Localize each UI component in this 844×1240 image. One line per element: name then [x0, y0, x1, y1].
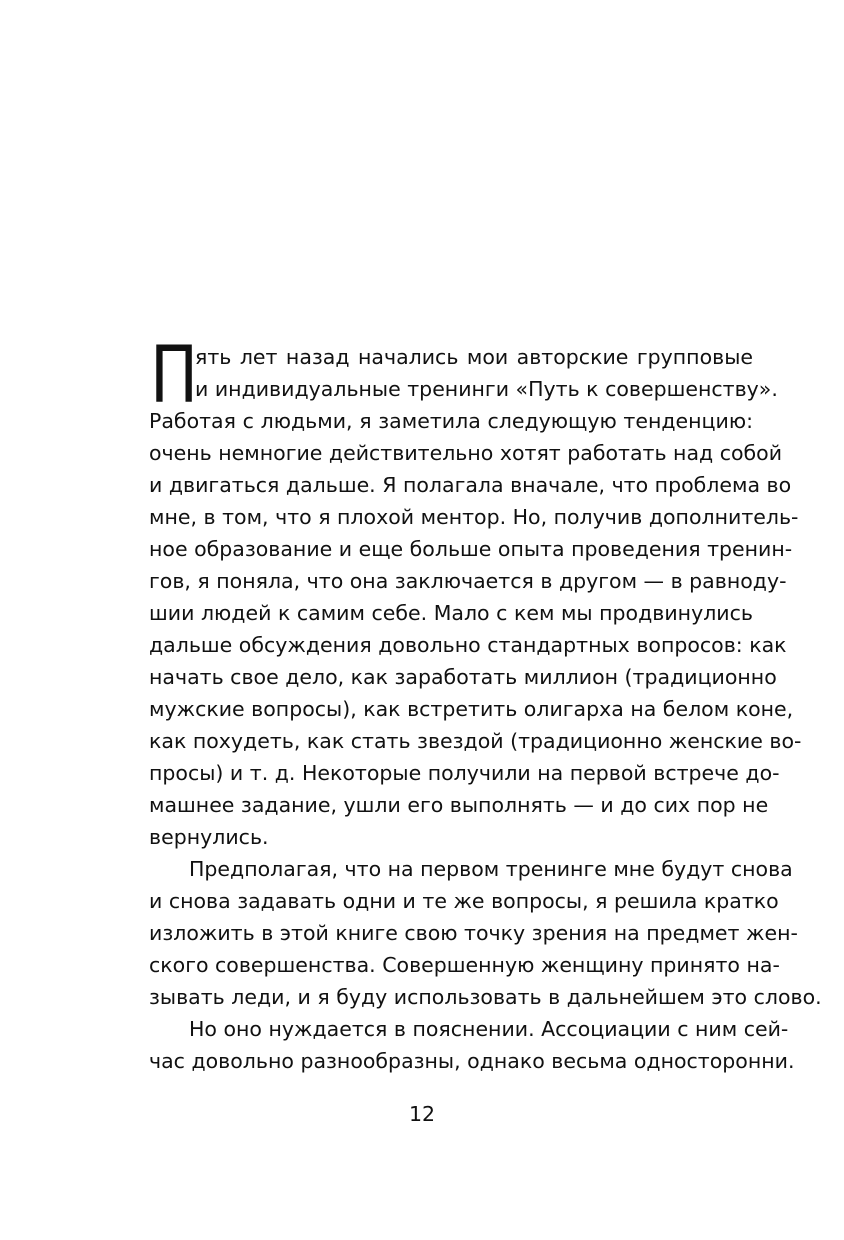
text-line: изложить в этой книге свою точку зрения на предмет жен-: [149, 921, 798, 945]
text-line: ное образование и еще больше опыта проведения тренин-: [149, 537, 793, 561]
body-text: [149, 331, 822, 1077]
text-line: ять лет назад начались мои авторские групповые: [195, 345, 753, 369]
text-line: машнее задание, ушли его выполнять — и до сих пор не: [149, 793, 769, 817]
text-line: очень немногие действительно хотят работать над собой: [149, 441, 783, 465]
text-line: Предполагая, что на первом тренинге мне будут снова: [189, 857, 793, 881]
text-line: начать свое дело, как заработать миллион (традиционно: [149, 665, 777, 689]
text-line: просы) и т. д. Некоторые получили на первой встрече до-: [149, 761, 780, 785]
text-line: час довольно разнообразны, однако весьма односторонни.: [149, 1049, 795, 1073]
text-line: и двигаться дальше. Я полагала вначале, что проблема во: [149, 473, 792, 497]
text-line: зывать леди, и я буду использовать в дальнейшем это слово.: [149, 985, 822, 1009]
page-number: 12: [408, 1102, 436, 1126]
text-line: Работая с людьми, я заметила следующую тенденцию:: [149, 409, 753, 433]
text-line: дальше обсуждения довольно стандартных вопросов: как: [149, 633, 787, 657]
text-line: Но оно нуждается в пояснении. Ассоциации с ним сей-: [189, 1017, 789, 1041]
text-line: как похудеть, как стать звездой (традиционно женские во-: [149, 729, 802, 753]
text-line: мужские вопросы), как встретить олигарха на белом коне,: [149, 697, 794, 721]
text-line: ского совершенства. Совершенную женщину принято на-: [149, 953, 780, 977]
text-line: вернулись.: [149, 825, 269, 849]
drop-cap: П: [150, 331, 199, 421]
text-line: шии людей к самим себе. Мало с кем мы продвинулись: [149, 601, 753, 625]
text-line: и снова задавать одни и те же вопросы, я решила кратко: [149, 889, 779, 913]
text-line: мне, в том, что я плохой ментор. Но, получив дополнитель-: [149, 505, 799, 529]
text-line: и индивидуальные тренинги «Путь к совершенству».: [195, 377, 778, 401]
text-line: гов, я поняла, что она заключается в другом — в равноду-: [149, 569, 787, 593]
